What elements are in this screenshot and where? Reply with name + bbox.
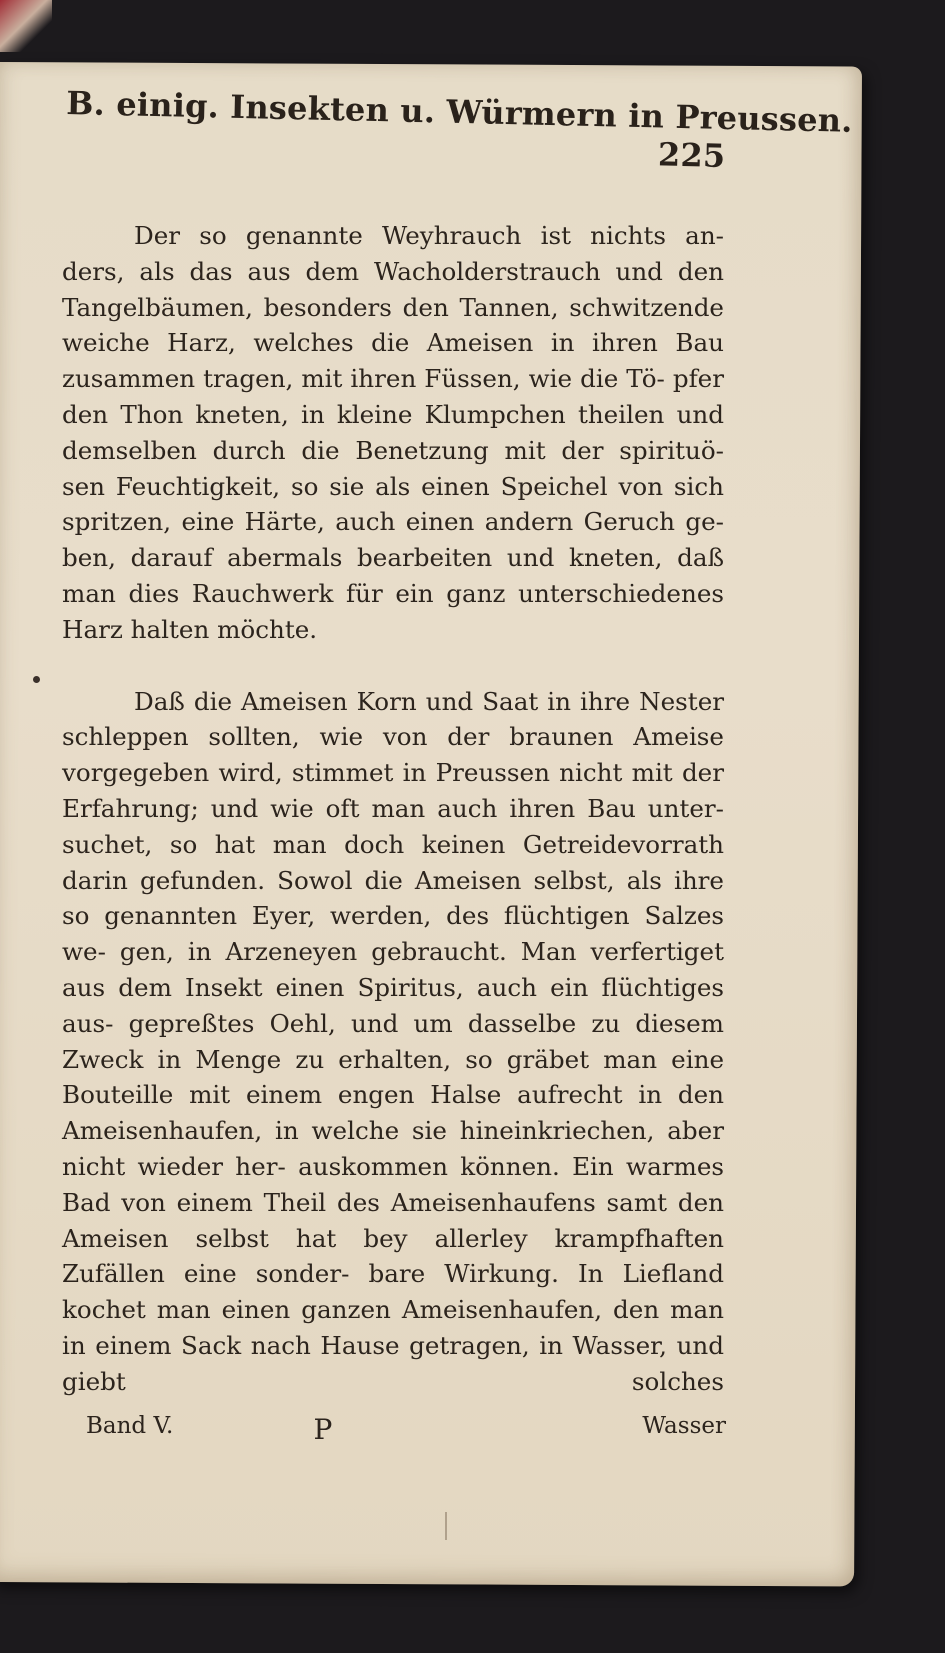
text-line: vorgegeben wird, stimmet in Preussen nicht mit der — [62, 758, 724, 788]
text-line: gen, in Arzeneyen gebraucht. Man verfertiget aus — [62, 937, 724, 1002]
ink-spot — [33, 676, 40, 683]
signature-mark: P — [313, 1413, 333, 1446]
text-line: nach Hause getragen, in Wasser, und giebt solches — [62, 1330, 724, 1396]
volume-label: Band V. — [86, 1413, 174, 1439]
text-line: dem Insekt einen Spiritus, auch ein flüchtiges aus- — [62, 972, 724, 1038]
text-line: Daß die Ameisen Korn und Saat in ihre — [134, 686, 631, 716]
page-footer — [86, 1413, 726, 1446]
text-line: einem engen Halse aufrecht in den Ameisenhaufen, — [62, 1080, 724, 1146]
text-line: weiche Harz, welches die Ameisen in ihren Bau — [62, 328, 724, 358]
text-line: Tangelbäumen, besonders den Tannen, schwitzende — [62, 292, 724, 322]
book-binding-corner — [0, 0, 52, 52]
text-line: zusammen tragen, mit ihren Füssen, wie die Tö- — [62, 364, 665, 394]
text-line: ganzen Ameisenhaufen, den man in einem Sack — [62, 1295, 725, 1360]
body-text — [62, 218, 724, 1400]
running-head-title: B. einig. Insekten u. Würmern in Preussen. — [66, 84, 854, 140]
text-line: gefunden. Sowol die Ameisen selbst, als ihre so — [62, 865, 724, 931]
text-line: genannten Eyer, werden, des flüchtigen Salzes we- — [62, 901, 724, 967]
text-line: in welche sie hineinkriechen, aber nicht wieder her- — [62, 1116, 724, 1181]
text-line: ders, als das aus dem Wacholderstrauch und den — [62, 256, 724, 286]
text-line: suchet, so hat man doch keinen Getreidevorrath darin — [62, 829, 724, 895]
text-line: Der so genannte Weyhrauch ist nichts an- — [134, 221, 724, 250]
running-head — [65, 84, 854, 175]
text-line: und demselben durch die Benetzung mit der spirituö- — [62, 399, 724, 465]
text-line: pfer den Thon kneten, in kleine Klumpchen theilen — [62, 364, 724, 429]
text-line: Nester schleppen sollten, wie von der braunen Ameise — [62, 686, 724, 752]
catchword: Wasser — [642, 1413, 726, 1439]
text-line: bare Wirkung. In Liefland kochet man einen — [62, 1259, 724, 1325]
paragraph-1-last-line — [62, 612, 724, 648]
text-line: sen Feuchtigkeit, so sie als einen Speichel von sich — [62, 471, 724, 501]
text-line: man dies Rauchwerk für ein ganz unterschiedenes — [62, 578, 724, 608]
text-line: Theil des Ameisenhaufens samt den Ameisen selbst — [62, 1187, 724, 1253]
text-line: gepreßtes Oehl, und um dasselbe zu diesem Zweck in — [62, 1008, 724, 1074]
paragraph-gap — [62, 648, 724, 684]
text-line: Erfahrung; und wie oft man auch ihren Bau unter- — [62, 793, 724, 823]
paper-mark — [445, 1512, 447, 1540]
text-line: Harz halten möchte. — [62, 614, 318, 644]
text-line: auskommen können. Ein warmes Bad von einem — [62, 1151, 725, 1217]
paragraph-2 — [62, 684, 724, 1400]
text-line: Menge zu erhalten, so gräbet man eine Bouteille mit — [62, 1044, 724, 1110]
paragraph-1 — [62, 218, 724, 612]
text-line: spritzen, eine Härte, auch einen andern Geruch ge- — [62, 507, 724, 537]
page-number: 225 — [657, 135, 726, 175]
text-line: ben, darauf abermals bearbeiten und kneten, daß — [62, 543, 724, 573]
text-line: hat bey allerley krampfhaften Zufällen eine sonder- — [62, 1223, 725, 1289]
